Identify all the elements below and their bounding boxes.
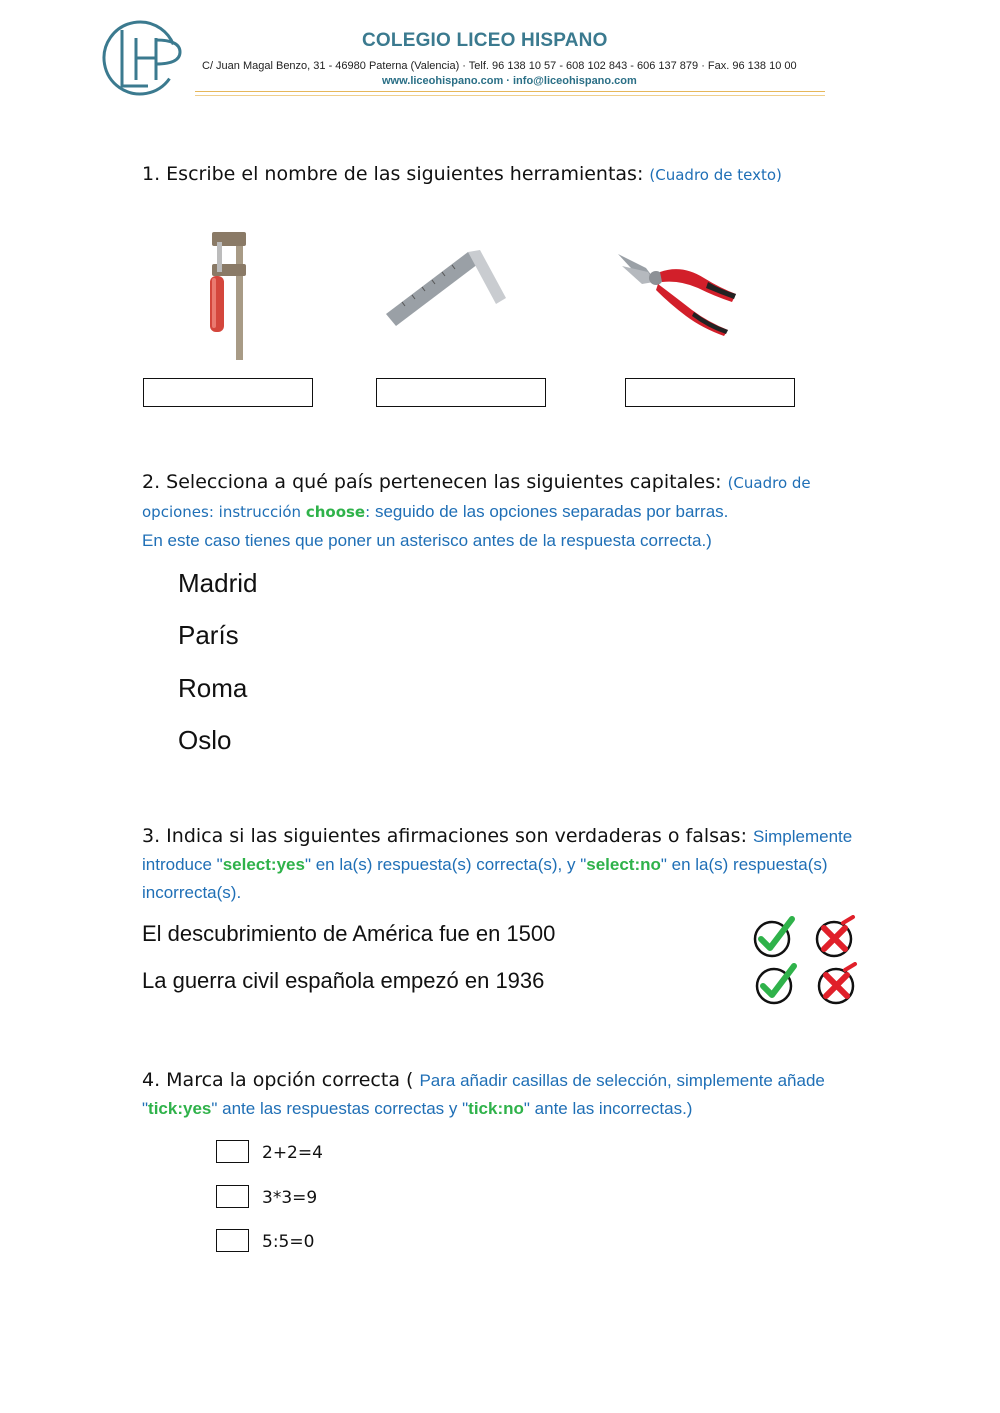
option-checkbox[interactable] — [216, 1140, 249, 1163]
q3-note-b: " en la(s) respuesta(s) correcta(s), y " — [304, 855, 587, 874]
q3-note-c: " en la(s) respuesta(s) incorrecta(s). — [142, 855, 828, 902]
clamp-icon — [198, 228, 258, 364]
q1-heading — [142, 160, 862, 189]
q2-note-a: (Cuadro de opciones: instrucción — [142, 474, 811, 521]
q2-note-b: : — [365, 503, 375, 521]
q2-title: 2. Selecciona a qué país pertenecen las siguientes capitales: — [142, 471, 728, 493]
q4-note-a: Para añadir casillas de selección, simplemente añade " — [142, 1071, 825, 1118]
q3-title: 3. Indica si las siguientes afirmaciones son verdaderas o falsas: — [142, 825, 754, 847]
answer-box-tool-3[interactable] — [625, 378, 795, 407]
cross-icon[interactable] — [815, 962, 859, 1006]
q2-note-line2: En este caso tienes que poner un asterisco antes de la respuesta correcta.) — [142, 531, 712, 550]
q2-heading — [142, 468, 862, 554]
q4-note-c: " ante las incorrectas.) — [523, 1099, 693, 1118]
answer-box-tool-2[interactable] — [376, 378, 546, 407]
option-checkbox[interactable] — [216, 1229, 249, 1252]
q4-heading — [142, 1066, 862, 1122]
capital-item[interactable]: Madrid — [178, 568, 258, 598]
school-logo — [100, 16, 190, 102]
q3-keyword-no: select:no — [586, 855, 661, 874]
answer-box-tool-1[interactable] — [143, 378, 313, 407]
check-icon[interactable] — [754, 962, 798, 1006]
school-web[interactable]: www.liceohispano.com · info@liceohispano.com — [382, 75, 637, 87]
q4-keyword-yes: tick:yes — [148, 1099, 212, 1118]
statement-1: El descubrimiento de América fue en 1500 — [142, 921, 556, 946]
capital-item[interactable]: Roma — [178, 673, 248, 703]
q3-note-a: Simplemente introduce " — [142, 827, 853, 874]
capital-item[interactable]: París — [178, 620, 239, 650]
q4-title: 4. Marca la opción correcta ( — [142, 1069, 420, 1091]
header-divider — [195, 91, 825, 92]
school-name: COLEGIO LICEO HISPANO — [362, 30, 608, 51]
q4-note-b: " ante las respuestas correctas y " — [211, 1099, 469, 1118]
q2-keyword-choose: choose — [305, 503, 366, 521]
capital-item[interactable]: Oslo — [178, 725, 232, 755]
q3-keyword-yes: select:yes — [222, 855, 305, 874]
q2-note-c: seguido de las opciones separadas por barras. — [374, 502, 729, 521]
header-divider-secondary — [195, 95, 825, 96]
square-ruler-icon — [382, 246, 510, 328]
q3-heading — [142, 822, 862, 906]
statement-2: La guerra civil española empezó en 1936 — [142, 968, 545, 993]
option-checkbox[interactable] — [216, 1185, 249, 1208]
check-icon[interactable] — [752, 915, 796, 959]
q4-keyword-no: tick:no — [468, 1099, 524, 1118]
q1-title: 1. Escribe el nombre de las siguientes herramientas: — [142, 163, 650, 185]
cross-icon[interactable] — [813, 915, 857, 959]
school-address: C/ Juan Magal Benzo, 31 - 46980 Paterna (Valencia) · Telf. 96 138 10 57 - 608 102 843 - 606 137 879 · Fax. 96 138 10 00 — [202, 60, 797, 72]
pliers-icon — [612, 244, 742, 336]
option-label: 5:5=0 — [262, 1232, 315, 1252]
option-label: 3*3=9 — [262, 1188, 318, 1208]
option-label: 2+2=4 — [262, 1143, 323, 1163]
q1-note: (Cuadro de texto) — [649, 166, 782, 184]
